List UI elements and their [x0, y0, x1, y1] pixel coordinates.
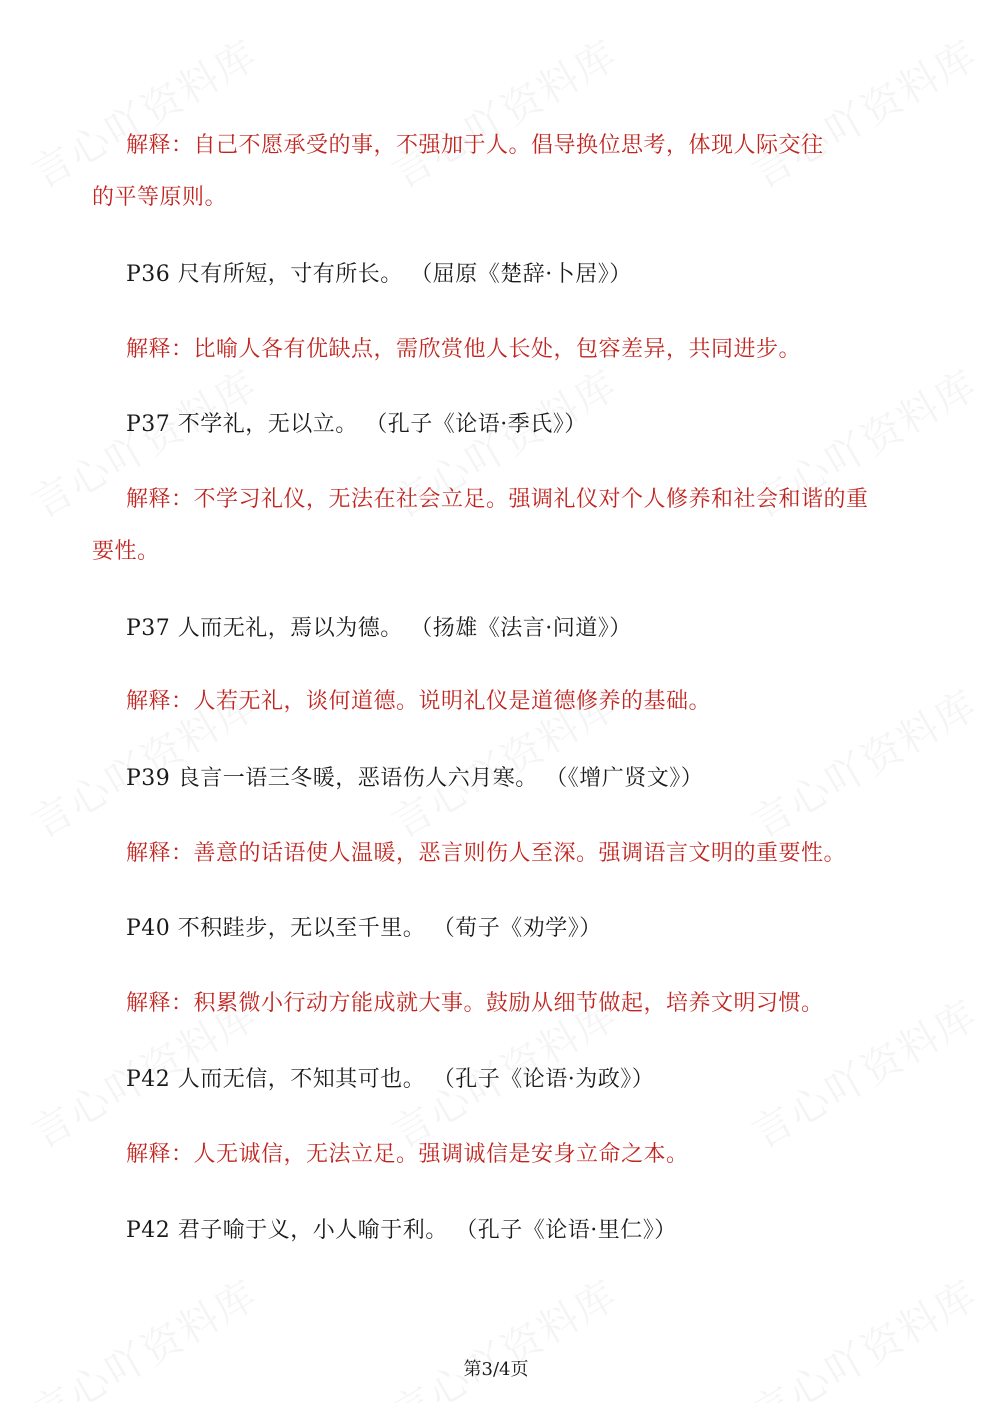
watermark	[20, 24, 267, 199]
quote-line: P37 不学礼，无以立。 （孔子《论语·季氏》）	[126, 412, 587, 437]
watermark	[740, 674, 987, 849]
watermark	[380, 24, 627, 199]
page-number: 第3/4页	[463, 1359, 529, 1380]
explanation-line: 的平等原则。	[92, 185, 228, 210]
watermark	[20, 1264, 267, 1403]
quote-line: P40 不积跬步，无以至千里。 （荀子《劝学》）	[126, 916, 602, 941]
quote-line: P36 尺有所短，寸有所长。 （屈原《楚辞·卜居》）	[126, 262, 632, 287]
explanation-line: 解释：善意的话语使人温暖，恶言则伤人至深。强调语言文明的重要性。	[126, 841, 847, 866]
explanation-line: 解释：不学习礼仪，无法在社会立足。强调礼仪对个人修养和社会和谐的重	[126, 487, 869, 512]
quote-line: P42 君子喻于义，小人喻于利。 （孔子《论语·里仁》）	[126, 1218, 677, 1243]
watermark	[380, 1264, 627, 1403]
explanation-line: 解释：自己不愿承受的事，不强加于人。倡导换位思考，体现人际交往	[126, 133, 824, 158]
quote-line: P42 人而无信，不知其可也。 （孔子《论语·为政》）	[126, 1067, 655, 1092]
explanation-line: 解释：人若无礼，谈何道德。说明礼仪是道德修养的基础。	[126, 689, 712, 714]
explanation-line: 要性。	[92, 539, 160, 564]
explanation-line: 解释：人无诚信，无法立足。强调诚信是安身立命之本。	[126, 1142, 689, 1167]
watermark	[740, 24, 987, 199]
watermark	[740, 1264, 987, 1403]
quote-line: P39 良言一语三冬暖，恶语伤人六月寒。 （《增广贤文》）	[126, 766, 704, 791]
quote-line: P37 人而无礼，焉以为德。 （扬雄《法言·问道》）	[126, 616, 632, 641]
explanation-line: 解释：积累微小行动方能成就大事。鼓励从细节做起，培养文明习惯。	[126, 991, 824, 1016]
explanation-line: 解释：比喻人各有优缺点，需欣赏他人长处，包容差异，共同进步。	[126, 337, 802, 362]
